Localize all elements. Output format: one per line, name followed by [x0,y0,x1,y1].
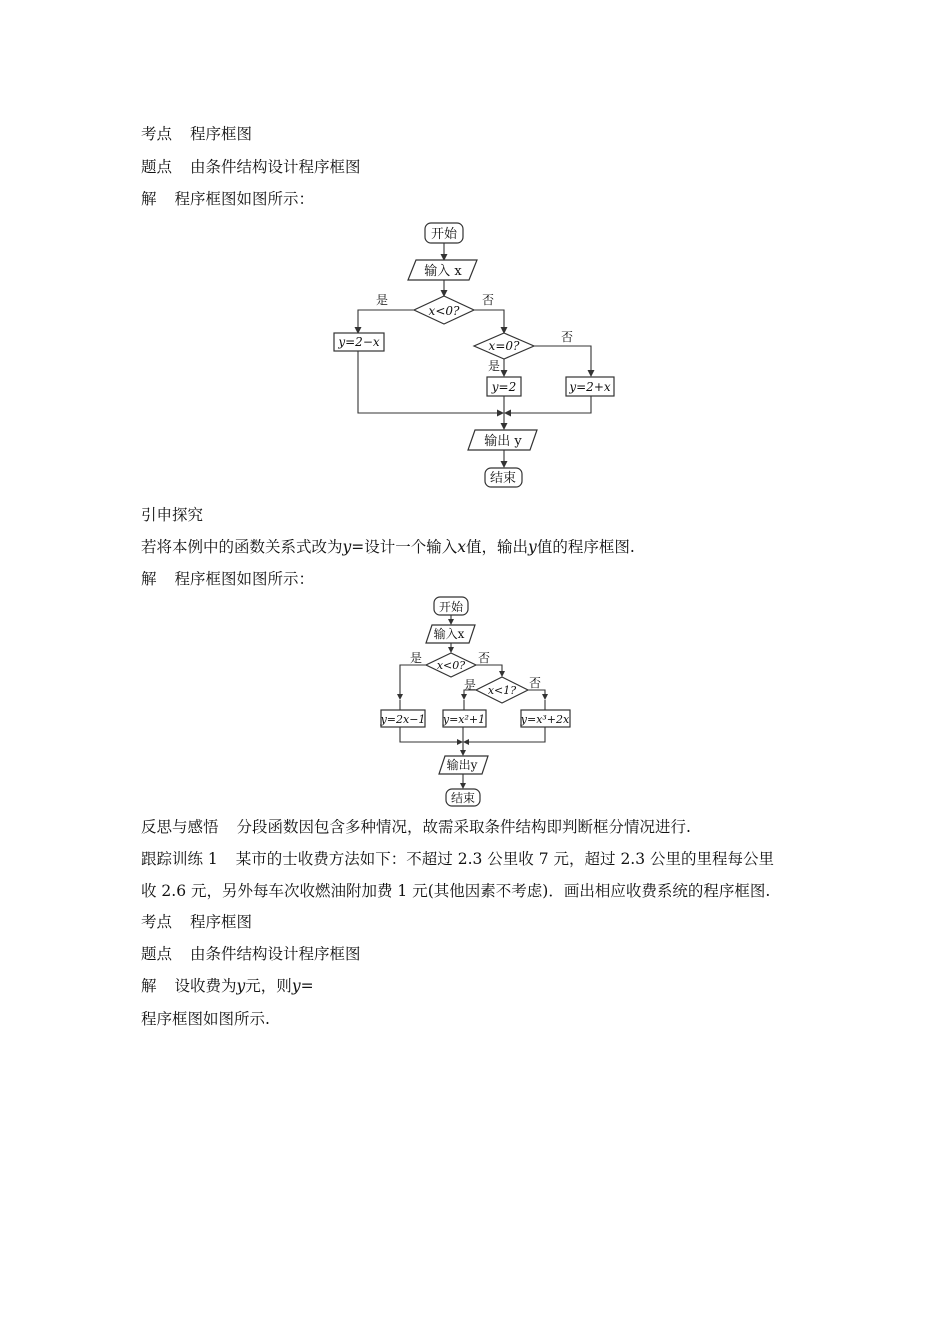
flow2-yes-label-2: 是 [463,678,477,692]
flow1-box-neg [334,333,384,351]
flow2-start-node [434,597,468,615]
flow2-decision-2 [476,677,528,703]
tidian-line-2 [141,944,361,964]
flow2-no-label-1: 否 [477,651,491,665]
solution-mid-3: 元，则 [245,977,292,995]
flow1-out-neg-text: y=2−x [338,335,380,349]
flow1-input-text: 输入 x [424,264,462,279]
flow1-input-node [408,260,477,280]
flow1-box-zero [487,377,521,396]
kaodian-label: 考点 [141,125,173,143]
solution-label-3: 解 [141,977,157,995]
flow2-out1-text: y=2x−1 [380,713,426,726]
flow1-out-zero-text: y=2 [491,380,517,394]
kaodian-line-2 [141,912,252,932]
flow1-end-node [485,468,522,487]
flow1-decision-1 [414,296,474,324]
training-text-1: 某市的士收费方法如下：不超过 2.3 公里收 7 元，超过 2.3 公里的里程每公里 [235,850,775,868]
flowchart-1 [0,0,950,500]
ext-q-y: y [528,538,537,556]
flow2-input-text: 输入x [433,627,465,641]
flowchart-2 [0,590,950,815]
flow2-yes-label-1: 是 [409,651,423,665]
flow2-box-3 [520,710,570,727]
solution-end-3: = [300,977,314,995]
flow2-end-node [446,789,480,806]
flow1-cond2-text: x=0? [488,339,520,353]
flow2-end-text: 结束 [450,791,476,805]
flow1-output-node [468,430,537,450]
kaodian-value: 程序框图 [190,125,253,143]
ext-solution-text: 程序框图如图所示： [174,570,315,588]
flow2-input-node [426,625,475,643]
flow1-no-label-2: 否 [560,330,574,344]
solution-label: 解 [141,190,157,208]
ext-q-mid: =设计一个输入 [351,538,458,556]
reflection-text: 分段函数因包含多种情况，故需采取条件结构即判断框分情况进行. [236,818,691,836]
reflection-label: 反思与感悟 [141,818,219,836]
flow1-yes-label-2: 是 [487,359,501,373]
extension-question [141,537,635,557]
solution-var-3: y [236,977,246,995]
ext-solution-label: 解 [141,570,157,588]
training-label: 跟踪训练 1 [141,850,218,868]
flow1-box-pos [566,377,614,396]
flow1-decision-2 [474,333,534,359]
reflection-line [141,817,691,837]
flow2-decision-1 [426,653,476,677]
last-line [141,1009,270,1029]
flow2-cond2-text: x<1? [487,684,517,697]
training-line-1 [141,849,774,869]
extension-title [141,505,203,525]
ext-q-var: y [342,538,352,556]
flow1-yes-label-1: 是 [375,293,389,307]
tidian-label: 题点 [141,158,173,176]
tidian-value: 由条件结构设计程序框图 [190,158,361,176]
flow2-out3-text: y=x³+2x [520,713,570,726]
flow2-start-text: 开始 [438,600,464,614]
last-line-text: 程序框图如图所示. [141,1010,270,1028]
tidian-value-2: 由条件结构设计程序框图 [190,945,361,963]
ext-q-mid2: 值，输出 [466,538,529,556]
flow1-end-text: 结束 [489,471,517,486]
flow2-output-text: 输出y [446,758,478,772]
flow1-output-text: 输出 y [484,434,522,449]
training-text-2: 收 2.6 元，另外每车次收燃油附加费 1 元(其他因素不考虑)．画出相应收费系统的程序框图. [141,882,771,900]
extension-title-text: 引申探究 [141,506,204,524]
flow2-output-node [439,756,488,774]
solution-text: 程序框图如图所示： [174,190,315,208]
flow2-box-2 [442,710,486,727]
flow1-start-node [425,223,463,243]
flow2-box-1 [380,710,426,727]
flow2-no-label-2: 否 [528,676,542,690]
flow1-no-label-1: 否 [481,293,495,307]
tidian-label-2: 题点 [141,945,173,963]
solution-pre-3: 设收费为 [174,977,237,995]
ext-q-pre: 若将本例中的函数关系式改为 [141,538,343,556]
ext-q-end: 值的程序框图. [536,538,635,556]
kaodian-label-2: 考点 [141,913,173,931]
training-line-2 [141,881,770,901]
flow1-start-text: 开始 [430,227,458,242]
flow2-cond1-text: x<0? [436,659,466,672]
kaodian-value-2: 程序框图 [190,913,253,931]
flow1-cond1-text: x<0? [428,304,460,318]
flow2-out2-text: y=x²+1 [442,713,486,726]
solution-line-3 [141,976,314,996]
solution-line-2 [141,569,314,589]
flow1-out-pos-text: y=2+x [569,380,611,394]
ext-q-x: x [457,538,467,556]
solution-var2-3: y [291,977,301,995]
